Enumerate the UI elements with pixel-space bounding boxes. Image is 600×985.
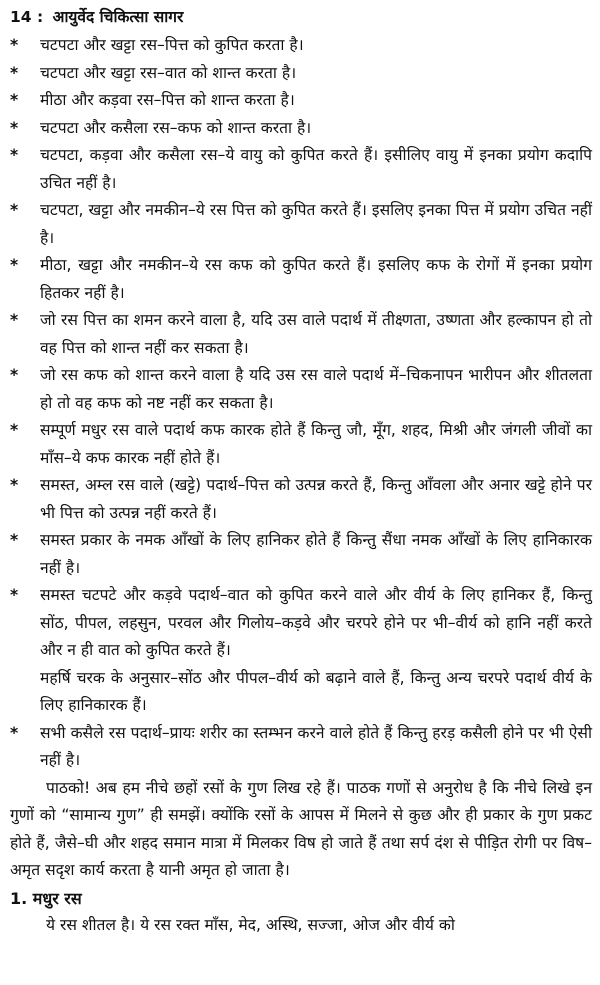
list-item-text xyxy=(40,87,592,115)
bullet-star: * xyxy=(10,311,19,329)
bullet-star: * xyxy=(10,723,19,742)
bullet-star: * xyxy=(10,531,19,549)
bullet-star: * xyxy=(10,91,19,109)
bullet-star: * xyxy=(10,421,19,439)
list-item-line: महर्षि चरक के अनुसार–सोंठ और पीपल–वीर्य को बढ़ाने वाले हैं, किन्तु अन्य चरपरे पदार्थ वीर्य के लिए हानिकारक हैं। xyxy=(40,668,592,714)
list-item xyxy=(10,472,592,527)
bullet-star: * xyxy=(10,586,19,604)
section-heading: 1. मधुर रस xyxy=(10,888,82,908)
list-item-text xyxy=(40,417,592,472)
list-item-text xyxy=(40,115,592,143)
list-item xyxy=(10,362,592,417)
bullet-list xyxy=(10,32,592,775)
book-title: आयुर्वेद चिकित्सा सागर xyxy=(52,8,184,26)
list-item xyxy=(10,32,592,60)
list-item xyxy=(10,252,592,307)
list-item xyxy=(10,60,592,88)
bullet-star: * xyxy=(10,201,19,219)
list-item-line: समस्त, अम्ल रस वाले (खट्टे) पदार्थ–पित्त को उत्पन्न करते हैं, किन्तु आँवला और अनार खट्टे होने पर भी पित्त को उत्पन्न नहीं करते हैं। xyxy=(40,476,592,522)
bullet-star: * xyxy=(10,146,19,164)
list-item-text xyxy=(40,60,592,88)
list-item-text xyxy=(40,307,592,362)
list-item xyxy=(10,527,592,582)
list-item-line: मीठा और कड़वा रस–पित्त को शान्त करता है। xyxy=(40,91,295,109)
bullet-star: * xyxy=(10,476,19,494)
bullet-star: * xyxy=(10,36,19,54)
list-item-line: जो रस पित्त का शमन करने वाला है, यदि उस वाले पदार्थ में तीक्ष्णता, उष्णता और हल्कापन हो तो वह पित्त को शान्त नहीं कर सकता है। xyxy=(40,311,592,357)
list-item xyxy=(10,87,592,115)
list-item-line: चटपटा, कड़वा और कसैला रस–ये वायु को कुपित करते हैं। इसीलिए वायु में इनका प्रयोग कदापि उचित नहीं है। xyxy=(40,146,592,192)
list-item-text xyxy=(40,197,592,252)
list-item-line: सभी कसैले रस पदार्थ–प्रायः शरीर का स्तम्भन करने वाले होते हैं किन्तु हरड़ कसैली होने पर भी ऐसी नहीं है। xyxy=(40,723,592,769)
page-number: 14 : xyxy=(10,8,44,26)
list-item-text xyxy=(40,362,592,417)
list-item-text xyxy=(40,720,592,775)
bullet-star: * xyxy=(10,366,19,384)
list-item xyxy=(10,307,592,362)
list-item-line: चटपटा, खट्टा और नमकीन–ये रस पित्त को कुपित करते हैं। इसलिए इनका पित्त में प्रयोग उचित नहीं है। xyxy=(40,201,592,247)
list-item-text xyxy=(40,527,592,582)
list-item-line: समस्त प्रकार के नमक आँखों के लिए हानिकर होते हैं किन्तु सैंधा नमक आँखों के लिए हानिकारक नहीं है। xyxy=(40,531,592,577)
list-item-text xyxy=(40,32,592,60)
list-item-line: चटपटा और खट्टा रस–वात को शान्त करता है। xyxy=(40,63,297,82)
list-item-line: चटपटा और कसैला रस–कफ को शान्त करता है। xyxy=(40,118,312,137)
bullet-star: * xyxy=(10,118,19,137)
section-first-line: ये रस शीतल है। ये रस रक्त माँस, मेद, अस्थि, सज्जा, ओज और वीर्य को xyxy=(46,915,455,934)
list-item-text xyxy=(40,582,592,720)
closing-paragraph: पाठको! अब हम नीचे छहों रसों के गुण लिख रहे हैं। पाठक गणों से अनुरोध है कि नीचे लिखे इन गुणों को “सामान्य गुण” ही समझें। क्योंकि रसों के आपस में मिलने से कुछ और ही प्रकार के गुण प्रकट होते हैं, जैसे–घी और शहद समान मात्रा में मिलकर विष हो जाते हैं तथा सर्प दंश से पीड़ित रोगी पर विष–अमृत सदृश कार्य करता है यानी अमृत हो जाता है। xyxy=(10,778,592,879)
list-item xyxy=(10,582,592,720)
list-item xyxy=(10,197,592,252)
list-item-text xyxy=(40,472,592,527)
page-header xyxy=(10,4,592,30)
list-item xyxy=(10,142,592,197)
list-item-line: समस्त चटपटे और कड़वे पदार्थ–वात को कुपित करने वाले और वीर्य के लिए हानिकर हैं, किन्तु सोंठ, पीपल, लहसुन, परवल और गिलोय–कड़वे और चरपरे होने पर भी–वीर्य को हानि नहीं करते और न ही वात को कुपित करते हैं। xyxy=(40,586,592,659)
list-item-text xyxy=(40,252,592,307)
list-item xyxy=(10,720,592,775)
list-item-text xyxy=(40,142,592,197)
bullet-star: * xyxy=(10,256,19,274)
list-item-line: सम्पूर्ण मधुर रस वाले पदार्थ कफ कारक होते हैं किन्तु जौ, मूँग, शहद, मिश्री और जंगली जीवों का माँस–ये कफ कारक नहीं होते हैं। xyxy=(40,421,592,467)
list-item-line: जो रस कफ को शान्त करने वाला है यदि उस रस वाले पदार्थ में–चिकनापन भारीपन और शीतलता हो तो वह कफ को नष्ट नहीं कर सकता है। xyxy=(40,366,592,412)
list-item-line: मीठा, खट्टा और नमकीन–ये रस कफ को कुपित करते हैं। इसलिए कफ के रोगों में इनका प्रयोग हितकर नहीं है। xyxy=(40,256,592,302)
list-item xyxy=(10,417,592,472)
bullet-star: * xyxy=(10,63,19,82)
list-item xyxy=(10,115,592,143)
list-item-line: चटपटा और खट्टा रस–पित्त को कुपित करता है। xyxy=(40,36,304,54)
